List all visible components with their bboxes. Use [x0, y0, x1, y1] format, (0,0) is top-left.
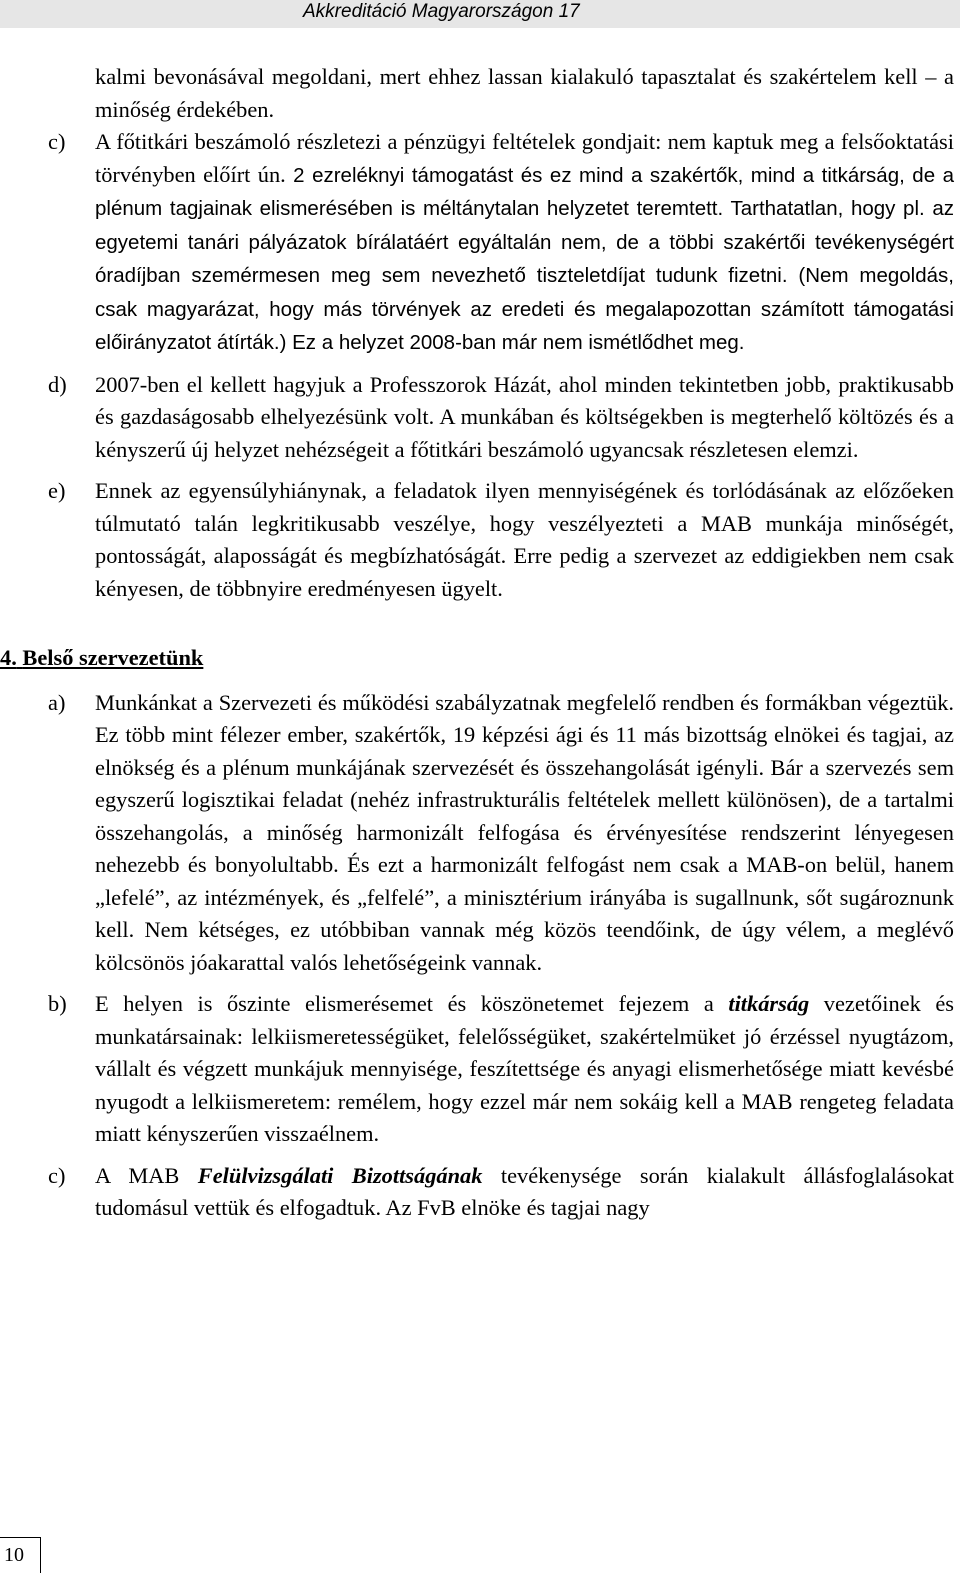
- text-run: A MAB: [95, 1162, 198, 1188]
- running-header: [0, 0, 960, 28]
- section-title: Belső szervezetünk: [22, 645, 204, 670]
- header-title: Akkreditáció Magyarországon 17: [303, 1, 580, 22]
- page-number: 10: [4, 1544, 24, 1566]
- list-item-label: d): [48, 371, 67, 397]
- section-item-c: [48, 1160, 954, 1225]
- list-item-label: a): [48, 689, 66, 715]
- list-item-e: [48, 475, 954, 605]
- list-item-text: [95, 988, 954, 1151]
- section-item-b: [48, 988, 954, 1151]
- text-run: tevékenysége során kialakult állásfoglalásokat tudomásul vettük és elfogadtuk. Az FvB elnöke és tagjai nagy: [95, 1162, 954, 1220]
- list-item-label: b): [48, 991, 67, 1016]
- list-item-text: 2007-ben el kellett hagyjuk a Professzorok Házát, ahol minden tekintetben jobb, praktikusabb és gazdaságosabb elhelyezésünk volt. A munkában és költségekben is megterhelő költözés és a kényszerű új helyzet nehézségeit a főtitkári beszámoló ugyancsak részletesen elemzi.: [95, 371, 954, 462]
- list-item-text: Ennek az egyensúlyhiánynak, a feladatok ilyen mennyiségének és torlódásának az előzőeken túlmutató talán legkritikusabb veszélye, hogy veszélyezteti a MAB munkája minőségét, pontosságát, alaposságát és megbízhatóságát. Erre pedig a szervezet az eddigiekben nem csak kényesen, de többnyire eredményesen ügyelt.: [95, 478, 954, 601]
- list-item-text: [95, 1160, 954, 1225]
- section-number: 4.: [0, 645, 17, 670]
- page-body: [0, 61, 954, 1225]
- list-item-text: Munkánkat a Szervezeti és működési szabályzatnak megfelelő rendben és formákban végeztük. Ez több mint félezer ember, szakértők, 19 képzési ági és 11 más bizottság elnökei és tagjai, az elnökség és a plénum munkájának szervezését és összehangolását igényli. Bár a szervezés sem egyszerű logisztikai feladat (nehéz infrastrukturális feltételek mellett különösen), de a tartalmi összehangolás, a minőség harmonizált felfogása és érvényesítése rendszerint lényegesen nehezebb és bonyolultabb. És ezt a harmonizált felfogást nem csak a MAB-on belül, hanem „lefelé”, az intézmények, és „felfelé”, a minisztérium irányába is sugallnunk, sőt sugároznunk kell. Nem kétséges, ez utóbbiban vannak még közös teendőink, de úgy vélem, a meglévő kölcsönös jóakarattal valós lehetőségeink vannak.: [95, 689, 954, 975]
- emphasis-text: titkárság: [728, 991, 810, 1016]
- text-run: vezetőinek és munkatársainak: lelkiismeretességüket, felelősségüket, szakértelmüket jó érzéssel nyugtázom, vállalt és végzett munkájuk mennyisége, feszítettsége és anyagi elismerhetősége miatt kevésbé nyugodt a lelkiismeretem: remélem, hogy ezzel már nem sokáig kell a MAB rengeteg feladata miatt kényszerűen visszaélnem.: [95, 991, 954, 1146]
- list-item-c: [48, 126, 954, 360]
- list-item-label: c): [48, 1162, 66, 1188]
- text-run: A főtitkári beszámoló részletezi a pénzügyi feltételek gondjait: nem kaptuk meg a felsőoktatási törvényben előírt ún.: [95, 129, 954, 187]
- list-item-label: e): [48, 478, 66, 503]
- list-item-d: [48, 369, 954, 467]
- text-run: 2 ezreléknyi támogatást és ez mind a szakértők, mind a titkárság, de a plénum tagjainak elismerésében is méltánytalan helyzetet teremtett. Tarthatatlan, hogy pl. az egyetemi tanári pályázatok bírálatáért egyáltalán nem, de a többi szakértői tevékenységért óradíjban szemérmesen meg sem nevezhető tiszteletdíjat tudunk fizetni. (Nem megoldás, csak magyarázat, hogy más törvények az eredeti és megalapozottan számított támogatási előirányzatot átírták.) Ez a helyzet 2008-ban már nem ismétlődhet meg.: [95, 163, 954, 354]
- section-heading: [0, 642, 954, 675]
- list-item-text: [95, 126, 954, 360]
- page-footer: [0, 1537, 41, 1573]
- continuation-paragraph: kalmi bevonásával megoldani, mert ehhez lassan kialakuló tapasztalat és szakértelem kell – a minőség érdekében.: [95, 64, 954, 122]
- emphasis-text: Felülvizsgálati Bizottságának: [197, 1162, 483, 1188]
- text-run: E helyen is őszinte elismerésemet és köszönetemet fejezem a: [95, 991, 729, 1016]
- list-item-label: c): [48, 129, 66, 154]
- section-item-a: [48, 687, 954, 980]
